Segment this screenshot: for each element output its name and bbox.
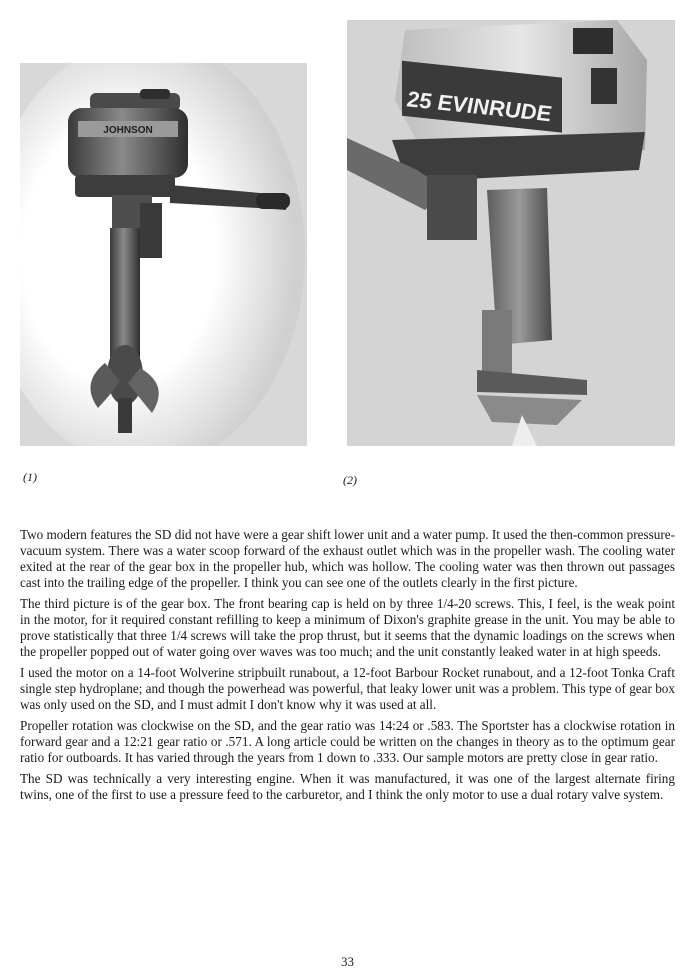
body-text xyxy=(20,527,675,808)
page-number: 33 xyxy=(341,954,354,969)
johnson-logo-text: JOHNSON xyxy=(103,125,153,136)
paragraph: I used the motor on a 14-foot Wolverine stripbuilt runabout, a 12-foot Barbour Rocket runabout, and a 12-foot Tonka Craft single step hydroplane; and though the powerhead was powerful, that leaky lower unit was a problem. This type of gear box was only used on the SD, and I must admit I don't know why it was used at all. xyxy=(20,665,675,712)
evinrude-logo-text: 25 EVINRUDE xyxy=(407,86,552,127)
figure-1-caption: (1) xyxy=(23,470,37,484)
figure-2-photo xyxy=(347,20,675,446)
paragraph: Propeller rotation was clockwise on the SD, and the gear ratio was 14:24 or .583. The Sportster has a clockwise rotation in forward gear and a 12:21 gear ratio or .571. A long article could be written on the changes in theory as to the optimum gear ratio for outboards. It has varied through the years from 1 down to .333. Our sample motors are pretty close in gear ratio. xyxy=(20,718,675,765)
figure-1-photo xyxy=(20,63,307,446)
johnson-outboard-motor-image xyxy=(20,63,307,446)
paragraph: Two modern features the SD did not have were a gear shift lower unit and a water pump. It used the then-common pressure-vacuum system. There was a water scoop forward of the exhaust outlet which was in the propeller wash. The cooling water exited at the rear of the gear box in the propeller hub, which was hollow. The cooling water was then thrown out passages cast into the trailing edge of the propeller. I think you can see one of the outlets clearly in the first picture. xyxy=(20,527,675,590)
figure-2-caption: (2) xyxy=(343,473,357,487)
paragraph: The third picture is of the gear box. The front bearing cap is held on by three 1/4-20 screws. This, I feel, is the weak point in the motor, for it required constant refilling to keep a minimum of Dixon's graphite grease in the unit. You may be able to prove statistically that three 1/4 screws will take the prop thrust, but it seems that the dynamic loadings on the screws when the propeller popped out of water going over waves was too much; and the unit constantly leaked water in at high speeds. xyxy=(20,596,675,659)
paragraph: The SD was technically a very interesting engine. When it was manufactured, it was one of the largest alternate firing twins, one of the first to use a pressure feed to the carburetor, and I think the only motor to use a dual rotary valve system. xyxy=(20,771,675,802)
evinrude-outboard-motor-image xyxy=(347,20,675,446)
